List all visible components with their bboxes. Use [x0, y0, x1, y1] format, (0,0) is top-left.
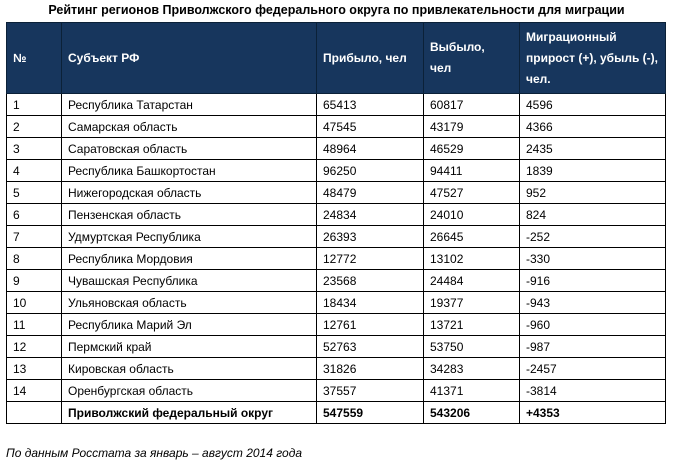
cell-subject: Саратовская область [62, 138, 317, 160]
cell-num: 5 [7, 182, 62, 204]
cell-departed: 19377 [424, 292, 520, 314]
cell-departed: 41371 [424, 380, 520, 402]
cell-subject: Ульяновская область [62, 292, 317, 314]
table-row [7, 138, 666, 160]
table-body [7, 94, 666, 424]
header-subject: Субъект РФ [62, 23, 317, 94]
cell-departed: 53750 [424, 336, 520, 358]
cell-departed: 34283 [424, 358, 520, 380]
table-row [7, 292, 666, 314]
cell-subject: Республика Татарстан [62, 94, 317, 116]
table-header-row [7, 23, 666, 94]
cell-num: 7 [7, 226, 62, 248]
cell-num: 4 [7, 160, 62, 182]
table-row [7, 358, 666, 380]
cell-departed: 13102 [424, 248, 520, 270]
cell-migration: 4596 [520, 94, 666, 116]
cell-migration: 4366 [520, 116, 666, 138]
cell-subject: Нижегородская область [62, 182, 317, 204]
cell-migration: -2457 [520, 358, 666, 380]
cell-migration: -943 [520, 292, 666, 314]
cell-num: 1 [7, 94, 62, 116]
cell-num: 2 [7, 116, 62, 138]
cell-num: 12 [7, 336, 62, 358]
cell-departed: 47527 [424, 182, 520, 204]
cell-migration: -330 [520, 248, 666, 270]
cell-migration: 824 [520, 204, 666, 226]
cell-migration: -987 [520, 336, 666, 358]
table-row [7, 270, 666, 292]
cell-subject: Республика Башкортостан [62, 160, 317, 182]
table-row [7, 204, 666, 226]
table-row [7, 182, 666, 204]
cell-arrived: 12761 [317, 314, 424, 336]
table-row [7, 160, 666, 182]
cell-subject: Республика Марий Эл [62, 314, 317, 336]
cell-num: 9 [7, 270, 62, 292]
cell-migration: -252 [520, 226, 666, 248]
cell-arrived: 18434 [317, 292, 424, 314]
cell-arrived: 65413 [317, 94, 424, 116]
header-departed: Выбыло, чел [424, 23, 520, 94]
cell-arrived: 547559 [317, 402, 424, 424]
cell-departed: 26645 [424, 226, 520, 248]
cell-num: 8 [7, 248, 62, 270]
cell-num: 10 [7, 292, 62, 314]
cell-num: 3 [7, 138, 62, 160]
cell-migration: -3814 [520, 380, 666, 402]
cell-num: 6 [7, 204, 62, 226]
cell-arrived: 47545 [317, 116, 424, 138]
table-row [7, 314, 666, 336]
cell-subject: Пермский край [62, 336, 317, 358]
cell-migration: 2435 [520, 138, 666, 160]
cell-subject: Приволжский федеральный округ [62, 402, 317, 424]
cell-arrived: 37557 [317, 380, 424, 402]
migration-table [6, 22, 666, 424]
cell-subject: Оренбургская область [62, 380, 317, 402]
table-row [7, 336, 666, 358]
cell-num: 13 [7, 358, 62, 380]
cell-departed: 60817 [424, 94, 520, 116]
table-row [7, 248, 666, 270]
footnote: По данным Росстата за январь – август 2014 года [6, 446, 302, 460]
cell-migration: -960 [520, 314, 666, 336]
cell-departed: 46529 [424, 138, 520, 160]
header-num: № [7, 23, 62, 94]
cell-arrived: 48964 [317, 138, 424, 160]
cell-arrived: 48479 [317, 182, 424, 204]
cell-arrived: 96250 [317, 160, 424, 182]
cell-subject: Удмуртская Республика [62, 226, 317, 248]
cell-migration: -916 [520, 270, 666, 292]
page-title: Рейтинг регионов Приволжского федерального округа по привлекательности для миграции [48, 3, 625, 17]
cell-migration: 1839 [520, 160, 666, 182]
cell-migration: +4353 [520, 402, 666, 424]
table-row [7, 226, 666, 248]
cell-arrived: 23568 [317, 270, 424, 292]
cell-num: 14 [7, 380, 62, 402]
header-migration: Миграционный прирост (+), убыль (-), чел. [520, 23, 666, 94]
table-row [7, 116, 666, 138]
cell-arrived: 26393 [317, 226, 424, 248]
cell-departed: 24484 [424, 270, 520, 292]
cell-subject: Самарская область [62, 116, 317, 138]
table-row [7, 380, 666, 402]
cell-num: 11 [7, 314, 62, 336]
cell-arrived: 31826 [317, 358, 424, 380]
header-arrived: Прибыло, чел [317, 23, 424, 94]
table-row [7, 94, 666, 116]
cell-arrived: 12772 [317, 248, 424, 270]
cell-departed: 43179 [424, 116, 520, 138]
cell-subject: Республика Мордовия [62, 248, 317, 270]
cell-arrived: 52763 [317, 336, 424, 358]
table-total-row [7, 402, 666, 424]
cell-num [7, 402, 62, 424]
cell-departed: 24010 [424, 204, 520, 226]
cell-departed: 543206 [424, 402, 520, 424]
cell-subject: Чувашская Республика [62, 270, 317, 292]
cell-subject: Кировская область [62, 358, 317, 380]
cell-migration: 952 [520, 182, 666, 204]
cell-arrived: 24834 [317, 204, 424, 226]
cell-departed: 94411 [424, 160, 520, 182]
cell-subject: Пензенская область [62, 204, 317, 226]
cell-departed: 13721 [424, 314, 520, 336]
